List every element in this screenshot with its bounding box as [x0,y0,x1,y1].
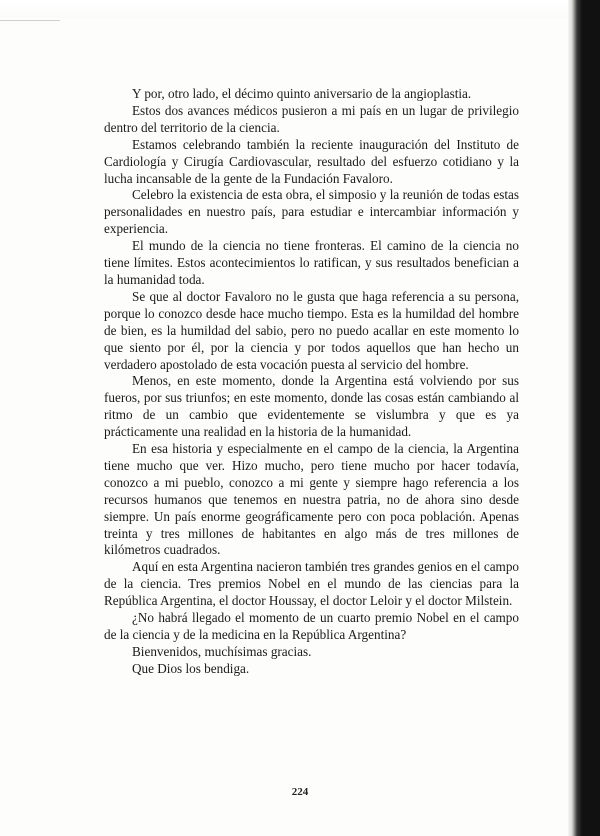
paragraph: Estamos celebrando también la reciente inauguración del Instituto de Cardiología y Cirugía Cardiovascular, resultado del esfuerzo cotidiano y la lucha incansable de la gente de la Fundación Favaloro. [104,136,519,186]
paragraph: Celebro la existencia de esta obra, el simposio y la reunión de todas estas personalidades en nuestro país, para estudiar e intercambiar información y experiencia. [104,187,519,237]
paragraph: Se que al doctor Favaloro no le gusta que haga referencia a su persona, porque lo conozco desde hace mucho tiempo. Esta es la humildad del hombre de bien, es la humildad del sabio, pero no puedo acallar en este momento lo que siento por él, por la ciencia y por todos aquellos que han hecho un verdadero apostolado de esta vocación puesta al servicio del hombre. [104,288,519,372]
paragraph: Bienvenidos, muchísimas gracias. [132,643,312,659]
paragraph: El mundo de la ciencia no tiene fronteras. El camino de la ciencia no tiene límites. Estos acontecimientos lo ratifican, y sus resultados benefician a la humanidad toda. [104,238,519,287]
scan-top-edge [0,0,600,18]
paragraph: ¿No habrá llegado el momento de un cuarto premio Nobel en el campo de la ciencia y de la medicina en la República Argentina? [104,610,519,642]
page-number: 224 [291,786,309,798]
paragraph: Aquí en esta Argentina nacieron también tres grandes genios en el campo de la ciencia. Tres premios Nobel en el mundo de las ciencias para la República Argentina, el doctor Houssay, el doctor Leloir y el doctor Milstein. [104,559,519,609]
paragraph: Que Dios los bendiga. [132,660,250,676]
scan-corner-mark [0,20,60,35]
paragraph: En esa historia y especialmente en el campo de la ciencia, la Argentina tiene mucho que ver. Hizo mucho, pero tiene mucho por hacer todavía, conozco a mi pueblo, conozco a mi gente y siempre hago referencia a los recursos humanos que tenemos en nuestra patria, no de ahora sino desde siempre. Un país enorme geográficamente pero con poca población. Apenas treinta y tres millones de habitantes en algo más de tres millones de kilómetros cuadrados. [104,441,519,558]
paragraph: Y por, otro lado, el décimo quinto aniversario de la angioplastia. [132,86,472,101]
body-text [104,86,519,678]
paragraph: Menos, en este momento, donde la Argentina está volviendo por sus fueros, por sus triunfos; en este momento, donde las cosas están cambiando al ritmo de un cambio que evidentemente se vislumbra y que es ya prácticamente una realidad en la historia de la humanidad. [104,373,519,440]
scan-right-edge [568,0,600,836]
paragraph: Estos dos avances médicos pusieron a mi país en un lugar de privilegio dentro del territorio de la ciencia. [104,102,519,135]
